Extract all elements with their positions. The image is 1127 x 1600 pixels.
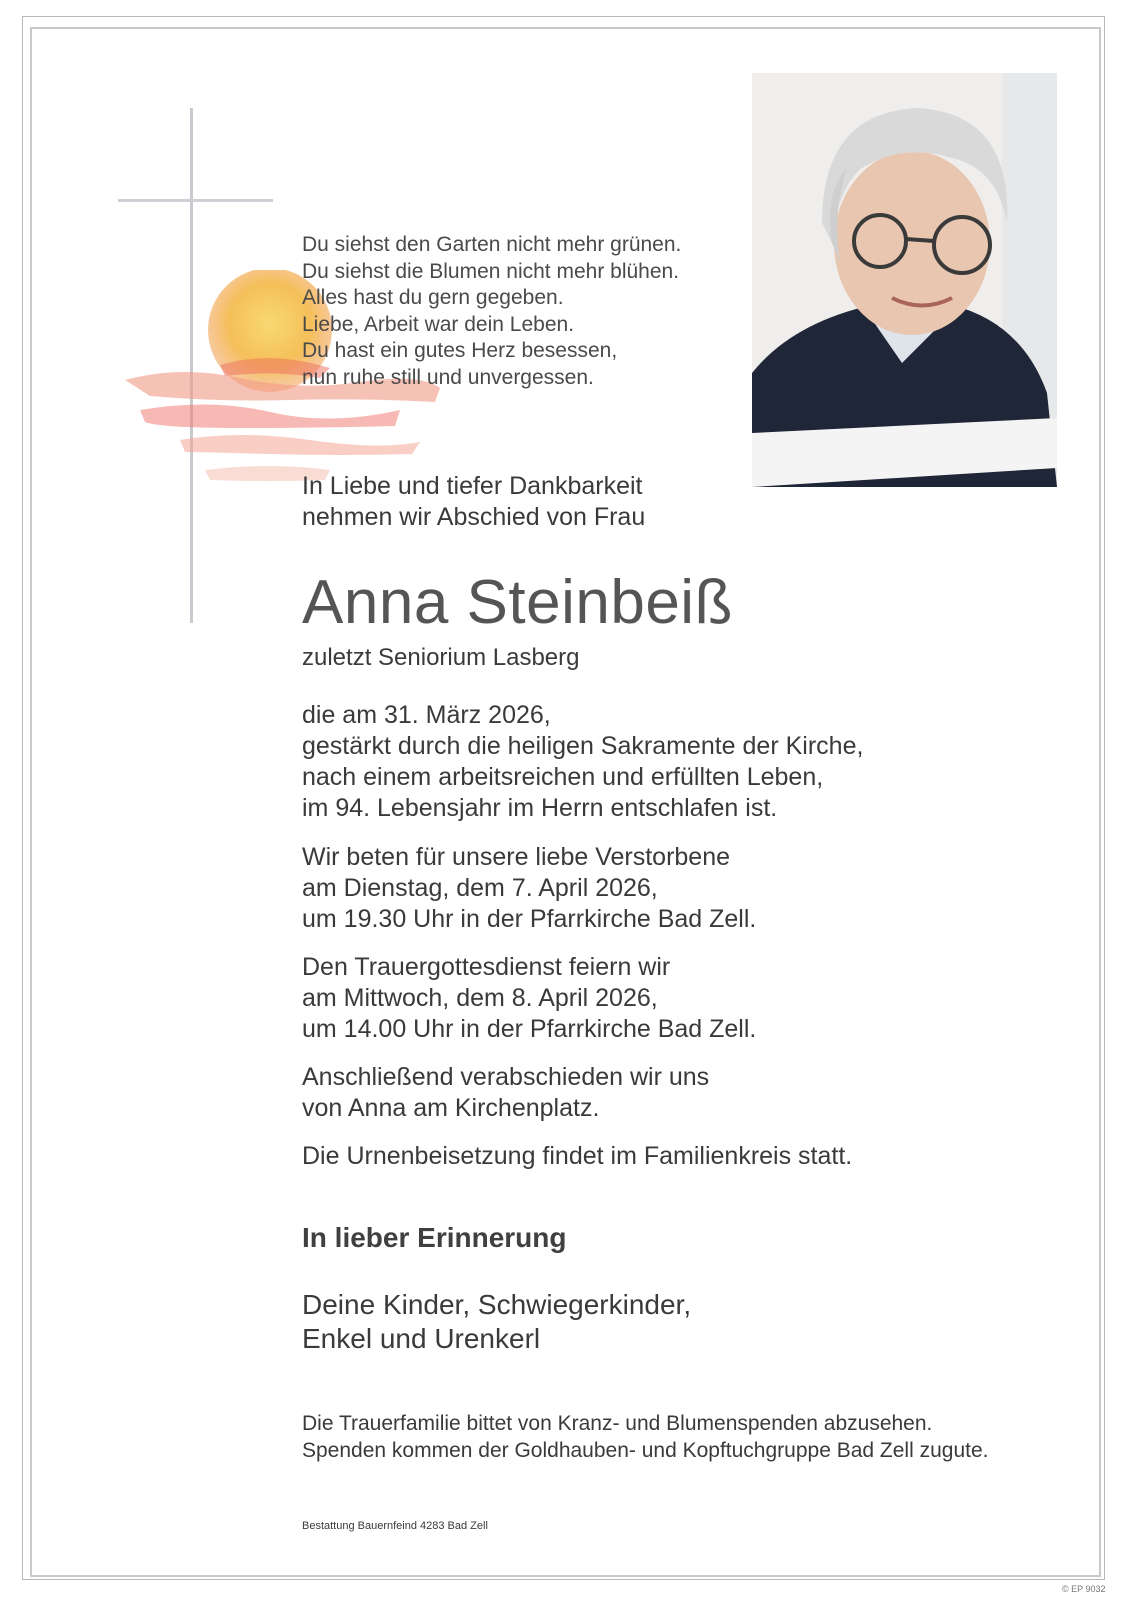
farewell-intro [302,471,645,533]
service-line: Den Trauergottesdienst feiern wir [302,953,671,981]
urn-info: Die Urnenbeisetzung findet im Familienkreis statt. [302,1142,853,1170]
prayer-line: am Dienstag, dem 7. April 2026, [302,874,658,902]
poem-line: Du siehst die Blumen nicht mehr blühen. [302,259,680,283]
death-line: nach einem arbeitsreichen und erfüllten Leben, [302,763,824,791]
farewell-line: von Anna am Kirchenplatz. [302,1094,600,1122]
deceased-name: Anna Steinbeiß [302,568,733,637]
intro-line: In Liebe und tiefer Dankbarkeit [302,472,643,500]
memory-heading: In lieber Erinnerung [302,1222,567,1253]
portrait-icon [752,73,1057,487]
donation-note [302,1410,988,1464]
service-line: um 14.00 Uhr in der Pfarrkirche Bad Zell. [302,1015,757,1043]
poem-line: Alles hast du gern gegeben. [302,286,564,309]
family-line: Enkel und Urenkerl [302,1323,541,1354]
undertaker-info: Bestattung Bauernfeind 4283 Bad Zell [302,1520,488,1532]
template-code: © EP 9032 [1062,1584,1106,1594]
cross-horizontal-bar [118,199,273,202]
note-line: Die Trauerfamilie bittet von Kranz- und Blumenspenden abzusehen. [302,1412,933,1435]
poem-line: Du hast ein gutes Herz besessen, [302,339,618,362]
service-line: am Mittwoch, dem 8. April 2026, [302,984,658,1012]
note-line: Spenden kommen der Goldhauben- und Kopftuchgruppe Bad Zell zugute. [302,1439,989,1462]
prayer-line: Wir beten für unsere liebe Verstorbene [302,843,731,871]
family-line: Deine Kinder, Schwiegerkinder, [302,1289,692,1320]
last-residence: zuletzt Seniorium Lasberg [302,644,580,671]
farewell-info [302,1062,709,1124]
death-line: gestärkt durch die heiligen Sakramente der Kirche, [302,732,864,760]
intro-line: nehmen wir Abschied von Frau [302,503,646,531]
death-line: die am 31. März 2026, [302,701,551,729]
poem [302,232,681,391]
poem-line: Du siehst den Garten nicht mehr grünen. [302,233,682,256]
death-line: im 94. Lebensjahr im Herrn entschlafen ist. [302,794,778,822]
service-info [302,952,756,1045]
farewell-line: Anschließend verabschieden wir uns [302,1063,710,1091]
poem-line: nun ruhe still und unvergessen. [302,365,594,389]
poem-line: Liebe, Arbeit war dein Leben. [302,312,575,336]
prayer-info [302,842,756,935]
portrait-photo [752,73,1057,487]
prayer-line: um 19.30 Uhr in der Pfarrkirche Bad Zell. [302,905,757,933]
death-notice [302,700,863,824]
family-signature [302,1288,691,1356]
